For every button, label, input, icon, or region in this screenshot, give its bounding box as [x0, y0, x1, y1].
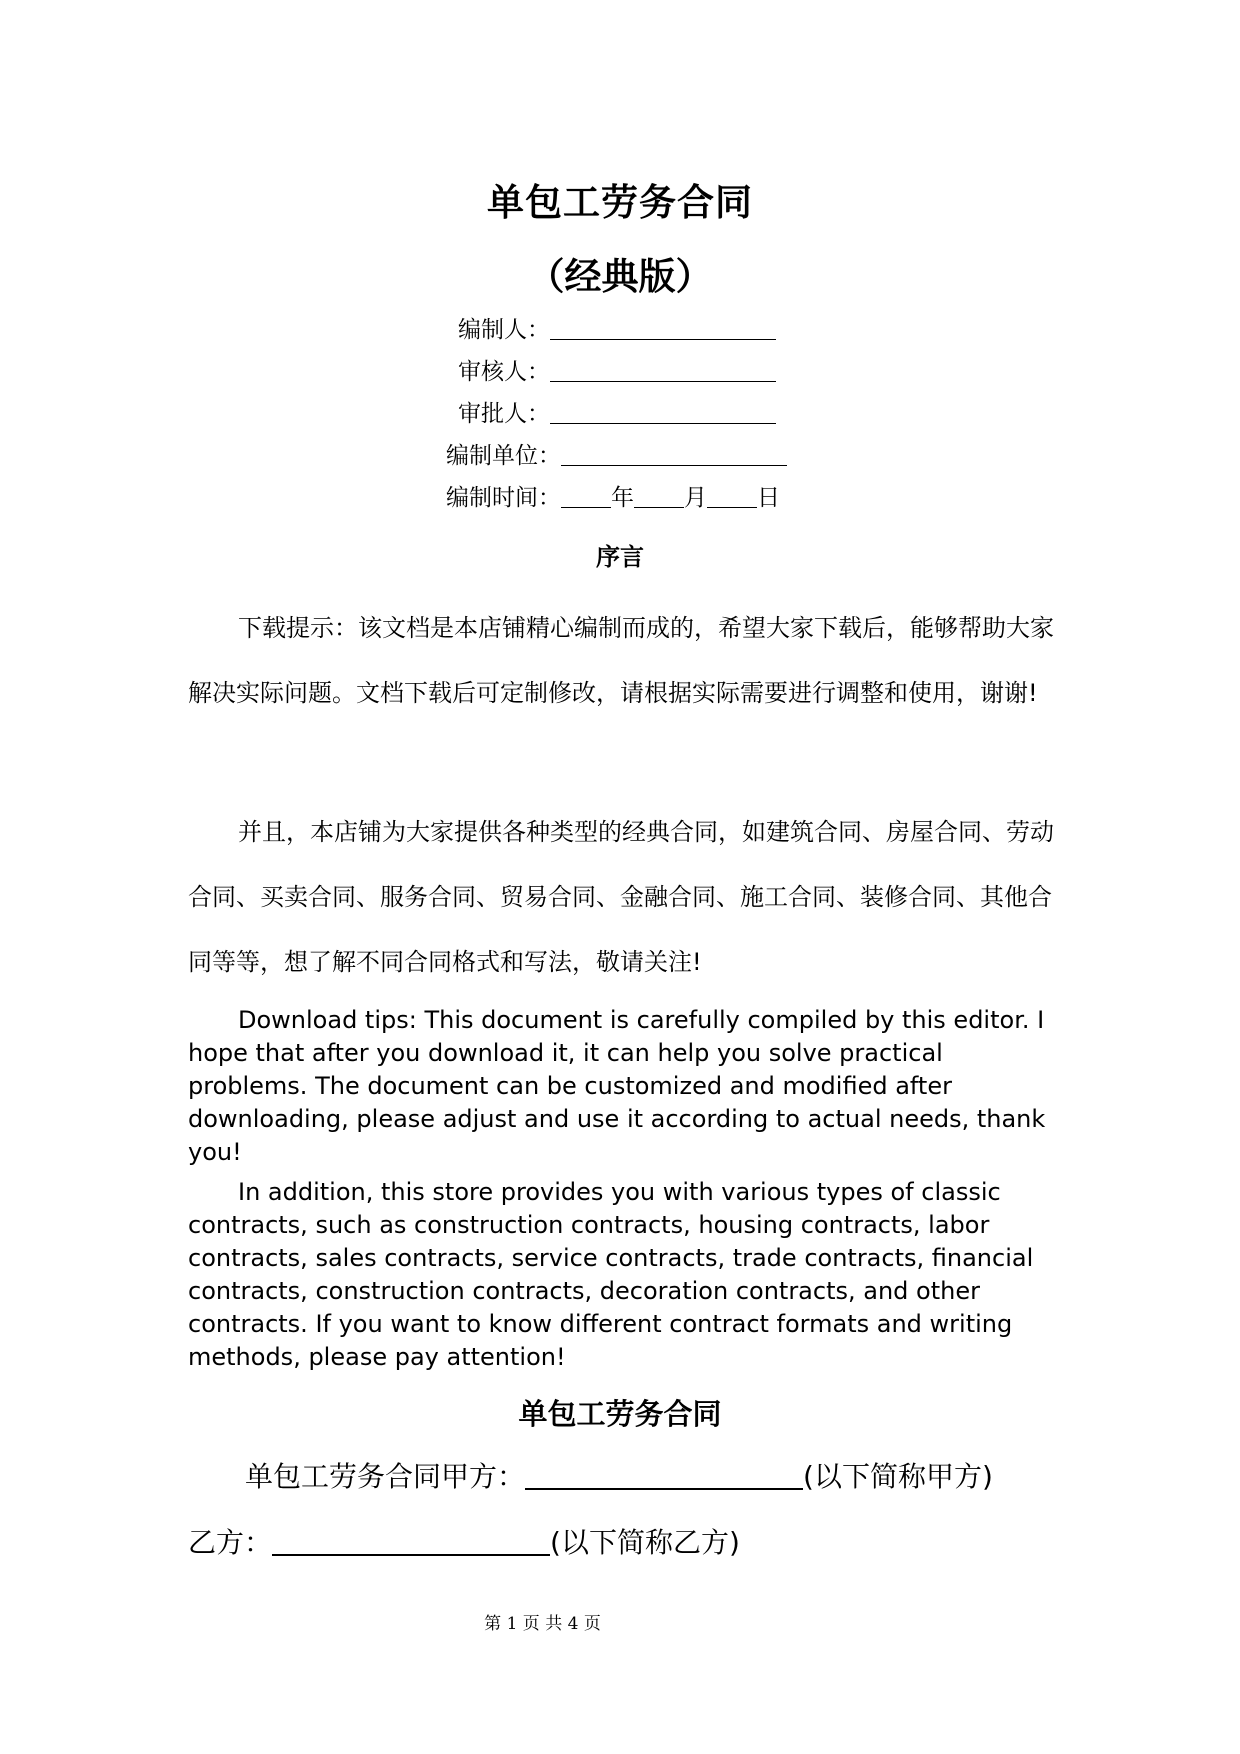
party-a-label: 单包工劳务合同甲方：: [245, 1460, 526, 1493]
party-a-line: [245, 1455, 993, 1495]
unit-label: 编制单位：: [446, 443, 561, 469]
document-title: 单包工劳务合同: [487, 180, 753, 224]
page-footer: 第 1 页 共 4 页: [484, 1614, 601, 1634]
approver-blank: [550, 401, 776, 424]
approver-label: 审批人：: [458, 401, 550, 427]
year-blank: [561, 485, 611, 508]
author-blank: [550, 317, 776, 340]
party-a-suffix: (以下简称甲方): [803, 1460, 993, 1493]
unit-blank: [561, 443, 787, 466]
party-a-blank: [525, 1460, 803, 1490]
reviewer-label: 审核人：: [458, 359, 550, 385]
document-subtitle: （经典版）: [527, 254, 713, 298]
preface-title: 序言: [596, 543, 644, 571]
meta-time: [446, 479, 780, 512]
party-b-blank: [272, 1526, 550, 1556]
preface-cn-paragraph-1: 下载提示：该文档是本店铺精心编制而成的，希望大家下载后，能够帮助大家解决实际问题。文档下载后可定制修改，请根据实际需要进行调整和使用，谢谢!: [188, 614, 1054, 707]
reviewer-blank: [550, 359, 776, 382]
party-b-line: [188, 1521, 740, 1561]
party-b-suffix: (以下简称乙方): [550, 1526, 740, 1559]
party-b-label: 乙方：: [188, 1526, 273, 1559]
day-label: 日: [757, 485, 780, 511]
contract-title: 单包工劳务合同: [518, 1397, 722, 1431]
author-label: 编制人：: [458, 317, 550, 343]
month-blank: [634, 485, 684, 508]
meta-author: [458, 311, 776, 344]
month-label: 月: [684, 485, 707, 511]
meta-unit: [446, 437, 787, 470]
day-blank: [707, 485, 757, 508]
year-label: 年: [611, 485, 634, 511]
preface-en-paragraph-2: In addition, this store provides you with various types of classic contracts, such as construction contracts, housing contracts, labor contracts, sales contracts, service contracts, trade contracts, financial contracts, construction contracts, decoration contracts, and other contracts. If you want to know different contract formats and writing methods, please pay attention!: [188, 1178, 1034, 1371]
meta-approver: [458, 395, 776, 428]
preface-cn-paragraph-2: 并且，本店铺为大家提供各种类型的经典合同，如建筑合同、房屋合同、劳动合同、买卖合同、服务合同、贸易合同、金融合同、施工合同、装修合同、其他合同等等，想了解不同合同格式和写法，敬请关注!: [188, 818, 1054, 976]
meta-reviewer: [458, 353, 776, 386]
preface-en-paragraph-1: Download tips: This document is carefully compiled by this editor. I hope that after you download it, it can help you solve practical problems. The document can be customized and modified after downloading, please adjust and use it according to actual needs, thank you!: [188, 1006, 1046, 1166]
time-label: 编制时间：: [446, 485, 561, 511]
